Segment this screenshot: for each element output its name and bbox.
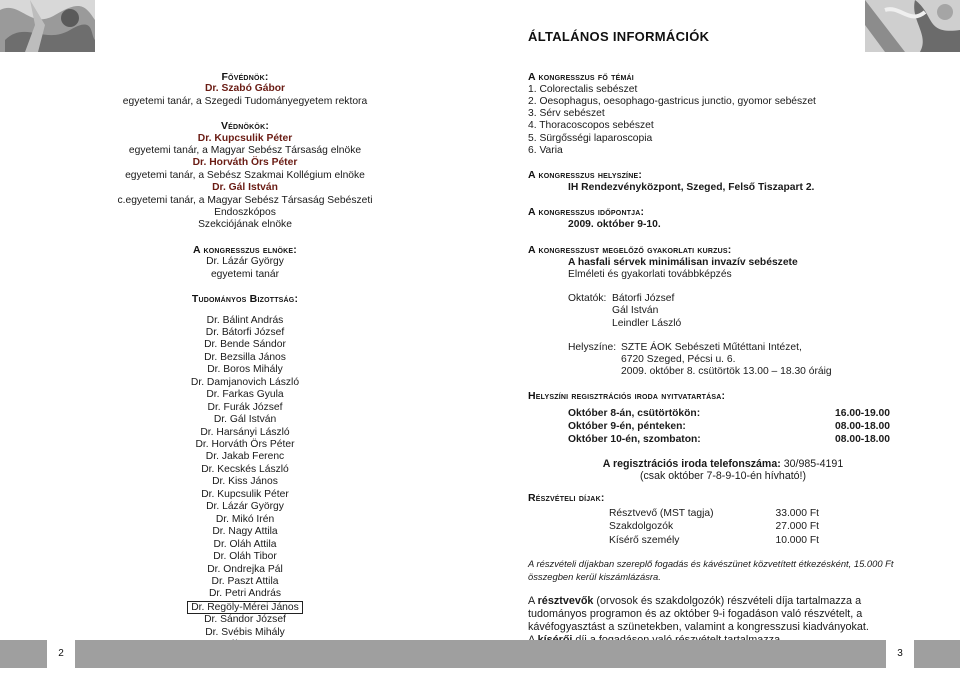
list-item: Dr. Sándor József: [204, 614, 286, 626]
table-row: [568, 433, 890, 446]
course-subtitle: Elméleti és gyakorlati továbbképzés: [568, 268, 732, 280]
list-item: Dr. Bezsilla János: [204, 351, 286, 363]
right-column: [528, 71, 918, 648]
list-item: Dr. Petri András: [208, 588, 282, 600]
list-item: Dr. Horváth Örs Péter: [195, 439, 295, 451]
office-heading: Helyszíni regisztrációs iroda nyitvatartása:: [528, 390, 726, 403]
topics-list: [528, 84, 918, 157]
sponsor-name: Dr. Gál István: [212, 182, 278, 194]
instructor-name: Bátorfi József: [612, 293, 675, 305]
header-photo-right: [865, 0, 960, 52]
phone-note: (csak október 7-8-9-10-én hívható!): [639, 469, 807, 482]
fee-label: Kísérő személy: [609, 534, 680, 546]
president-name: Dr. Lázár György: [206, 256, 284, 268]
list-item: Dr. Ondrejka Pál: [207, 563, 283, 575]
list-item: Dr. Gál István: [213, 414, 277, 426]
patron-role: egyetemi tanár, a Szegedi Tudományegyetem rektora: [122, 95, 368, 107]
list-item: Dr. Boros Mihály: [207, 364, 283, 376]
instructors-label: Oktatók:: [568, 293, 607, 305]
course-heading: A kongresszust megelőző gyakorlati kurzus:: [528, 243, 732, 256]
list-item: Dr. Paszt Attila: [211, 576, 279, 588]
sponsor-role-cont: Szekciójának elnöke: [198, 219, 292, 231]
para-bold: résztvevők: [537, 594, 594, 607]
page-number-left: 2: [47, 640, 75, 668]
list-item: Dr. Jakab Ferenc: [205, 451, 285, 463]
list-item: Dr. Oláh Attila: [213, 538, 277, 550]
office-time: 08.00-18.00: [835, 433, 890, 445]
header-photo-left: [0, 0, 95, 52]
sponsor-name: Dr. Kupcsulik Péter: [197, 132, 293, 144]
sponsors-heading: Védnökök:: [220, 120, 270, 133]
table-row: [568, 420, 890, 433]
list-item: Dr. Damjanovich László: [190, 376, 300, 388]
phone-number: 30/985-4191: [783, 457, 844, 470]
fee-amount: 10.000 Ft: [775, 534, 819, 546]
office-day: Október 8-án, csütörtökön:: [568, 407, 701, 419]
committee-heading: Tudományos Bizottság:: [191, 293, 299, 306]
sponsor-name: Dr. Horváth Örs Péter: [192, 157, 298, 169]
committee-list: [100, 315, 390, 652]
sponsor-role: c.egyetemi tanár, a Magyar Sebész Társaság Sebészeti Endoszkópos: [117, 194, 373, 219]
list-item: Dr. Nagy Attila: [212, 526, 278, 538]
list-item: Dr. Mikó Irén: [215, 513, 275, 525]
participants-paragraph: [528, 595, 918, 635]
fee-amount: 33.000 Ft: [775, 508, 819, 520]
date-text: 2009. október 9-10.: [568, 219, 661, 231]
page-title: ÁLTALÁNOS INFORMÁCIÓK: [528, 29, 710, 44]
president-role: egyetemi tanár: [210, 268, 280, 280]
office-time: 16.00-19.00: [835, 407, 890, 419]
list-item: 5. Sürgősségi laparoscopia: [528, 132, 653, 144]
location-line: SZTE ÁOK Sebészeti Műtéttani Intézet,: [621, 341, 802, 353]
venue-text: IH Rendezvényközpont, Szeged, Felső Tiszapart 2.: [568, 181, 815, 193]
fee-note: A részvételi díjakban szereplő fogadás és kávészünet közvetített étkezésként, 15.000 Ft összegben kerül kiszámlázásra.: [528, 557, 894, 582]
list-item: Dr. Harsányi László: [200, 426, 290, 438]
sponsor-role: egyetemi tanár, a Magyar Sebész Társaság elnöke: [128, 145, 362, 157]
para-text: A: [528, 594, 538, 607]
topics-heading: A kongresszus fő témái: [528, 71, 634, 83]
fees-heading: Részvételi díjak:: [528, 492, 605, 505]
fee-label: Szakdolgozók: [609, 521, 674, 533]
location-line: 6720 Szeged, Pécsi u. 6.: [621, 354, 736, 365]
office-day: Október 10-én, szombaton:: [568, 433, 701, 445]
list-item: Dr. Oláh Tibor: [213, 551, 277, 563]
table-row: [609, 534, 819, 547]
list-item: Dr. Kecskés László: [201, 463, 289, 475]
list-item: Dr. Bende Sándor: [204, 339, 286, 351]
phone-label: A regisztrációs iroda telefonszáma:: [602, 457, 781, 470]
list-item-highlighted: [100, 601, 390, 614]
venue-heading: A kongresszus helyszíne:: [528, 168, 643, 181]
table-row: [609, 507, 819, 520]
sponsor-role: egyetemi tanár, a Sebész Szakmai Kollégium elnöke: [125, 169, 365, 181]
office-day: Október 9-én, pénteken:: [568, 420, 686, 432]
patron-heading: Fővédnök:: [221, 71, 269, 83]
list-item: 1. Colorectalis sebészet: [528, 84, 638, 96]
list-item: Dr. Farkas Gyula: [206, 389, 284, 401]
instructor-name: Leindler László: [612, 317, 682, 329]
list-item: 2. Oesophagus, oesophago-gastricus junctio, gyomor sebészet: [528, 96, 816, 108]
fee-amount: 27.000 Ft: [775, 521, 819, 533]
selection-box: Dr. Regöly-Mérei János: [187, 601, 303, 614]
list-item: 4. Thoracoscopos sebészet: [528, 120, 654, 132]
location-line: 2009. október 8. csütörtök 13.00 – 18.30 óráig: [621, 366, 832, 378]
list-item: Dr. Furák József: [207, 401, 283, 413]
list-item: 6. Varia: [528, 144, 563, 156]
list-item: Dr. Kiss János: [212, 476, 278, 488]
office-hours-table: [568, 407, 890, 446]
list-item: Dr. Svébis Mihály: [205, 626, 285, 638]
list-item: Dr. Bálint András: [206, 314, 284, 326]
date-heading: A kongresszus időpontja:: [528, 206, 645, 219]
location-label: Helyszíne:: [568, 341, 617, 353]
instructor-name: Gál István: [612, 305, 659, 317]
fees-table: [609, 507, 819, 547]
fee-label: Résztvevő (MST tagja): [609, 508, 714, 520]
list-item: Dr. Kupcsulik Péter: [201, 488, 289, 500]
list-item: Dr. Lázár György: [206, 501, 284, 513]
table-row: [609, 520, 819, 533]
president-heading: A kongresszus elnöke:: [193, 243, 297, 256]
office-time: 08.00-18.00: [835, 420, 890, 432]
para-text: (orvosok és szakdolgozók) részvételi díja tartalmazza a tudományos programon és az október 9-i fogadáson való részvételt, a kávéfogyasztást a szünetekben, valamint a kongresszusi kiadványokat.: [528, 594, 869, 634]
table-row: [568, 407, 890, 420]
page-number-right: 3: [886, 640, 914, 668]
footer-bar: [0, 640, 960, 668]
list-item: 3. Sérv sebészet: [528, 108, 605, 120]
left-column: [100, 71, 390, 652]
course-title: A hasfali sérvek minimálisan invazív sebészete: [568, 256, 798, 268]
patron-name: Dr. Szabó Gábor: [204, 83, 286, 95]
list-item: Dr. Bátorfi József: [205, 326, 285, 338]
